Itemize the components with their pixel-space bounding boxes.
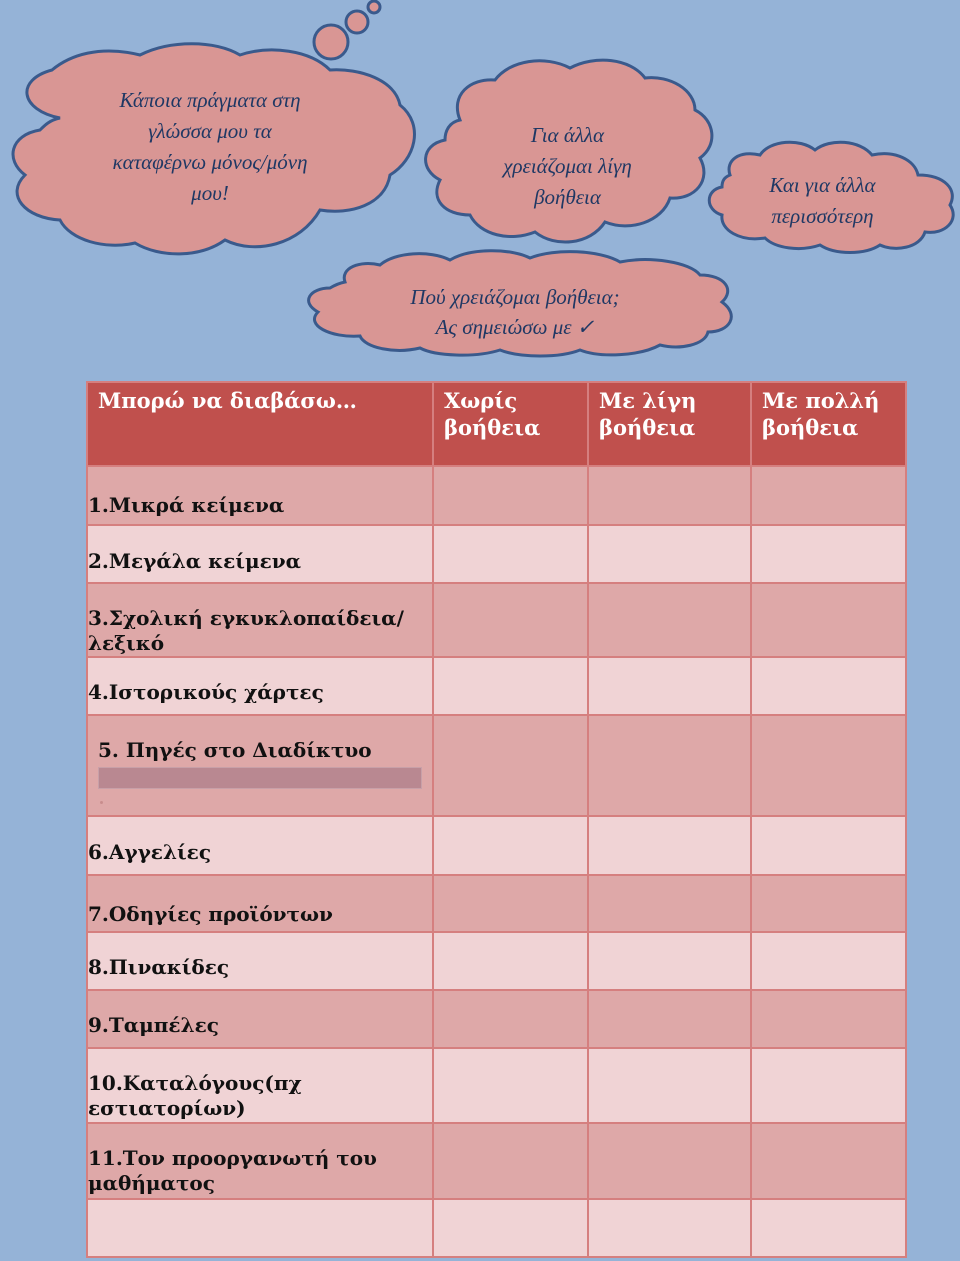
cloud-prompt-line: Ας σημειώσω με ✓ xyxy=(435,315,595,339)
mark-cell-little-help[interactable] xyxy=(588,715,751,816)
mark-cell-little-help[interactable] xyxy=(588,1199,751,1257)
thought-bubble-small xyxy=(368,1,380,13)
row-label-text: 8.Πινακίδες xyxy=(88,955,230,979)
mark-cell-little-help[interactable] xyxy=(588,932,751,990)
mark-cell-much-help[interactable] xyxy=(751,990,906,1048)
mark-cell-much-help[interactable] xyxy=(751,466,906,525)
mark-cell-no-help[interactable] xyxy=(433,1199,588,1257)
mark-cell-much-help[interactable] xyxy=(751,1123,906,1199)
mark-cell-no-help[interactable] xyxy=(433,816,588,875)
mark-cell-no-help[interactable] xyxy=(433,875,588,932)
row-label-text: 9.Ταμπέλες xyxy=(88,1013,219,1037)
cloud-little-help-line: βοήθεια xyxy=(534,185,601,209)
thought-bubble-medium xyxy=(346,11,368,33)
row-label-text: 10.Καταλόγους(πχ εστιατορίων) xyxy=(88,1071,302,1120)
row-label-text: 6.Αγγελίες xyxy=(88,840,211,864)
table-row xyxy=(87,875,906,932)
mark-cell-little-help[interactable] xyxy=(588,525,751,583)
table-row xyxy=(87,932,906,990)
mark-cell-much-help[interactable] xyxy=(751,657,906,715)
mark-cell-much-help[interactable] xyxy=(751,715,906,816)
cloud-self-line: Κάποια πράγματα στη xyxy=(119,88,301,112)
row-label xyxy=(87,1123,433,1199)
cloud-self-line: μου! xyxy=(191,181,229,205)
cloud-little-help-line: χρειάζομαι λίγη xyxy=(503,154,632,178)
header-no-help: Χωρίς βοήθεια xyxy=(433,382,588,466)
mark-cell-little-help[interactable] xyxy=(588,583,751,657)
header-can-read: Μπορώ να διαβάσω… xyxy=(87,382,433,466)
cloud-prompt-text xyxy=(350,282,680,342)
cloud-prompt-line: Πού χρειάζομαι βοήθεια; xyxy=(410,285,620,309)
mark-cell-no-help[interactable] xyxy=(433,1123,588,1199)
mark-cell-much-help[interactable] xyxy=(751,583,906,657)
cloud-little-help-text xyxy=(455,120,680,213)
row-label xyxy=(87,816,433,875)
mark-cell-no-help[interactable] xyxy=(433,1048,588,1123)
table-row xyxy=(87,1048,906,1123)
mark-cell-little-help[interactable] xyxy=(588,1048,751,1123)
table-header-row xyxy=(87,382,906,466)
row-label-text: 5. Πηγές στο Διαδίκτυο xyxy=(98,738,372,762)
row-label-text: 3.Σχολική εγκυκλοπαίδεια/λεξικό xyxy=(88,606,404,655)
row-label xyxy=(87,1048,433,1123)
mark-cell-little-help[interactable] xyxy=(588,466,751,525)
mark-cell-little-help[interactable] xyxy=(588,990,751,1048)
mark-cell-no-help[interactable] xyxy=(433,525,588,583)
table-row xyxy=(87,657,906,715)
thought-bubble-large xyxy=(314,25,348,59)
row-label-text: 4.Ιστορικούς χάρτες xyxy=(88,680,324,704)
row-label xyxy=(87,466,433,525)
table-row xyxy=(87,466,906,525)
reading-self-assessment-table xyxy=(86,381,907,1258)
table-row xyxy=(87,990,906,1048)
cloud-more-help-text xyxy=(735,170,910,232)
row-label-text: 11.Τον προοργανωτή του μαθήματος xyxy=(88,1146,377,1195)
mark-cell-little-help[interactable] xyxy=(588,816,751,875)
mark-cell-much-help[interactable] xyxy=(751,1048,906,1123)
row-label xyxy=(87,932,433,990)
cloud-self-text xyxy=(60,85,360,209)
mark-cell-much-help[interactable] xyxy=(751,932,906,990)
row-label xyxy=(87,525,433,583)
row-label xyxy=(87,990,433,1048)
table-row xyxy=(87,583,906,657)
mark-cell-no-help[interactable] xyxy=(433,466,588,525)
mark-cell-little-help[interactable] xyxy=(588,657,751,715)
header-much-help: Με πολλή βοήθεια xyxy=(751,382,906,466)
row-label-text: 2.Μεγάλα κείμενα xyxy=(88,549,302,573)
table-row xyxy=(87,525,906,583)
row-label xyxy=(87,657,433,715)
mark-cell-little-help[interactable] xyxy=(588,875,751,932)
row-label xyxy=(87,583,433,657)
cloud-more-help-line: περισσότερη xyxy=(771,204,874,228)
redacted-dot xyxy=(100,801,103,804)
row-label-text: 1.Μικρά κείμενα xyxy=(88,493,285,517)
row-label xyxy=(87,715,433,816)
cloud-self-line: γλώσσα μου τα xyxy=(148,119,272,143)
cloud-more-help-line: Και για άλλα xyxy=(769,173,876,197)
mark-cell-no-help[interactable] xyxy=(433,583,588,657)
mark-cell-much-help[interactable] xyxy=(751,816,906,875)
row-label-text: 7.Οδηγίες προϊόντων xyxy=(88,902,333,926)
mark-cell-no-help[interactable] xyxy=(433,715,588,816)
mark-cell-much-help[interactable] xyxy=(751,525,906,583)
mark-cell-much-help[interactable] xyxy=(751,1199,906,1257)
mark-cell-no-help[interactable] xyxy=(433,990,588,1048)
table-row xyxy=(87,1123,906,1199)
row-label xyxy=(87,875,433,932)
mark-cell-no-help[interactable] xyxy=(433,932,588,990)
mark-cell-little-help[interactable] xyxy=(588,1123,751,1199)
redacted-text-block xyxy=(98,767,422,789)
table-row xyxy=(87,1199,906,1257)
table-row xyxy=(87,715,906,816)
row-label xyxy=(87,1199,433,1257)
mark-cell-no-help[interactable] xyxy=(433,657,588,715)
mark-cell-much-help[interactable] xyxy=(751,875,906,932)
table-row xyxy=(87,816,906,875)
header-little-help: Με λίγη βοήθεια xyxy=(588,382,751,466)
cloud-self-line: καταφέρνω μόνος/μόνη xyxy=(112,150,308,174)
cloud-little-help-line: Για άλλα xyxy=(530,123,605,147)
